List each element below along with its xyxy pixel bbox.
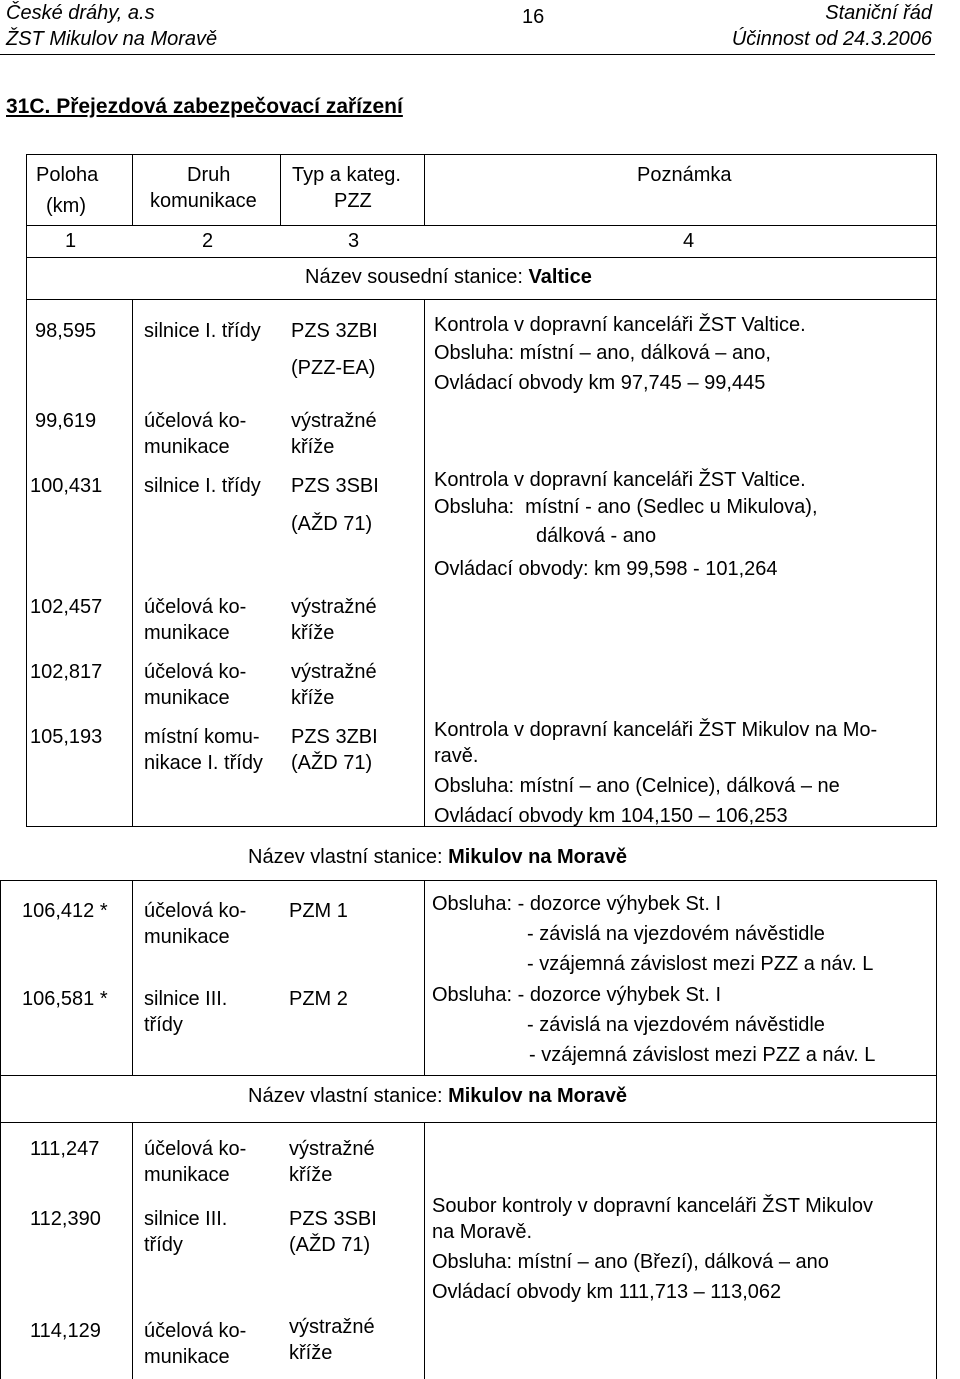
row-druh-cont: nikace I. třídy: [144, 752, 263, 774]
row-druh: účelová ko-: [144, 1320, 247, 1342]
row-typ: PZM 2: [289, 988, 348, 1010]
header-effective-date: Účinnost od 24.3.2006: [731, 28, 932, 50]
note-text: Ovládací obvody km 111,713 – 113,062: [432, 1281, 782, 1303]
row-druh: silnice III.: [144, 1208, 228, 1230]
row-typ: PZM 1: [289, 900, 348, 922]
row-typ: PZS 3ZBI: [291, 726, 378, 748]
col-druh-label2: komunikace: [150, 190, 257, 212]
row-druh: účelová ko-: [144, 661, 247, 683]
row-typ: výstražné: [291, 410, 377, 432]
row-druh: účelová ko-: [144, 900, 247, 922]
row-typ: PZS 3SBI: [291, 475, 379, 497]
row-druh: účelová ko-: [144, 596, 247, 618]
note-text: Soubor kontroly v dopravní kanceláři ŽST Mikulov: [432, 1195, 873, 1217]
row-typ-sub: (AŽD 71): [289, 1234, 371, 1256]
row-typ: PZS 3SBI: [289, 1208, 377, 1230]
col-druh-label: Druh: [187, 164, 231, 186]
note-text: Ovládací obvody km 104,150 – 106,253: [434, 805, 788, 827]
header-rule: [0, 54, 935, 55]
row-druh: místní komu-: [144, 726, 260, 748]
note-text: dálková - ano: [536, 525, 657, 547]
note-text: Obsluha: - dozorce výhybek St. I: [432, 893, 722, 915]
note-text: Kontrola v dopravní kanceláři ŽST Mikulov na Mo-: [434, 719, 878, 741]
row-km: 106,412 *: [22, 900, 108, 922]
row-typ: výstražné: [289, 1316, 375, 1338]
note-text: - závislá na vjezdovém návěstidle: [527, 923, 825, 945]
row-km: 99,619: [35, 410, 97, 432]
row-km: 100,431: [30, 475, 103, 497]
col-number-1: 1: [65, 230, 77, 252]
note-text: Kontrola v dopravní kanceláři ŽST Valtice.: [434, 314, 806, 336]
row-km: 105,193: [30, 726, 103, 748]
row-typ: PZS 3ZBI: [291, 320, 378, 342]
row-typ-sub: kříže: [289, 1342, 333, 1364]
note-text: Obsluha: místní – ano, dálková – ano,: [434, 342, 771, 364]
row-druh: silnice I. třídy: [144, 320, 261, 342]
row-typ-sub: kříže: [289, 1164, 333, 1186]
col-poloha-unit: (km): [46, 195, 86, 217]
row-druh: silnice I. třídy: [144, 475, 261, 497]
note-text: ravě.: [434, 745, 479, 767]
row-km: 102,817: [30, 661, 103, 683]
header-doc-title: Staniční řád: [825, 2, 932, 24]
row-typ-sub: kříže: [291, 687, 335, 709]
row-typ: výstražné: [289, 1138, 375, 1160]
note-text: Obsluha: místní – ano (Březí), dálková – ano: [432, 1251, 829, 1273]
row-km: 106,581 *: [22, 988, 108, 1010]
row-druh: silnice III.: [144, 988, 228, 1010]
row-druh: účelová ko-: [144, 410, 247, 432]
section2-heading: Název vlastní stanice: Mikulov na Moravě: [248, 846, 628, 868]
section1-heading: Název sousední stanice: Valtice: [305, 266, 592, 288]
row-km: 98,595: [35, 320, 97, 342]
row-typ: výstražné: [291, 661, 377, 683]
row-km: 114,129: [30, 1320, 101, 1342]
row-typ-sub: kříže: [291, 622, 335, 644]
note-text: - závislá na vjezdovém návěstidle: [527, 1014, 825, 1036]
note-text: Obsluha: místní – ano (Celnice), dálková – ne: [434, 775, 840, 797]
row-druh-cont: munikace: [144, 622, 230, 644]
row-km: 111,247: [30, 1138, 100, 1160]
section-title: 31C. Přejezdová zabezpečovací zařízení: [6, 95, 403, 118]
row-druh-cont: munikace: [144, 1346, 230, 1368]
section3-heading: Název vlastní stanice: Mikulov na Moravě: [248, 1085, 628, 1107]
note-text: Ovládací obvody km 97,745 – 99,445: [434, 372, 766, 394]
header-station: ŽST Mikulov na Moravě: [6, 28, 218, 50]
row-typ-sub: kříže: [291, 436, 335, 458]
note-text: - vzájemná závislost mezi PZZ a náv. L: [529, 1044, 876, 1066]
header-company: České dráhy, a.s: [6, 2, 155, 24]
col-number-3: 3: [348, 230, 360, 252]
note-text: Kontrola v dopravní kanceláři ŽST Valtice.: [434, 469, 806, 491]
row-typ: výstražné: [291, 596, 377, 618]
row-druh: účelová ko-: [144, 1138, 247, 1160]
col-poznamka-label: Poznámka: [637, 164, 732, 186]
note-text: - vzájemná závislost mezi PZZ a náv. L: [527, 953, 874, 975]
note-text: Obsluha: místní - ano (Sedlec u Mikulova),: [434, 496, 818, 518]
col-number-4: 4: [683, 230, 695, 252]
row-typ-sub: (AŽD 71): [291, 513, 373, 535]
row-km: 112,390: [30, 1208, 101, 1230]
row-druh-cont: munikace: [144, 926, 230, 948]
row-km: 102,457: [30, 596, 103, 618]
row-druh-cont: munikace: [144, 436, 230, 458]
header-page-number: 16: [522, 6, 545, 28]
note-text: Ovládací obvody: km 99,598 - 101,264: [434, 558, 778, 580]
col-typ-label: Typ a kateg.: [292, 164, 401, 186]
row-typ-sub: (AŽD 71): [291, 752, 373, 774]
col-poloha-label: Poloha: [36, 164, 99, 186]
col-number-2: 2: [202, 230, 214, 252]
col-typ-label2: PZZ: [334, 190, 372, 212]
note-text: na Moravě.: [432, 1221, 533, 1243]
note-text: Obsluha: - dozorce výhybek St. I: [432, 984, 722, 1006]
row-typ-sub: (PZZ-EA): [291, 357, 376, 379]
row-druh-cont: třídy: [144, 1014, 183, 1036]
row-druh-cont: munikace: [144, 1164, 230, 1186]
row-druh-cont: munikace: [144, 687, 230, 709]
row-druh-cont: třídy: [144, 1234, 183, 1256]
